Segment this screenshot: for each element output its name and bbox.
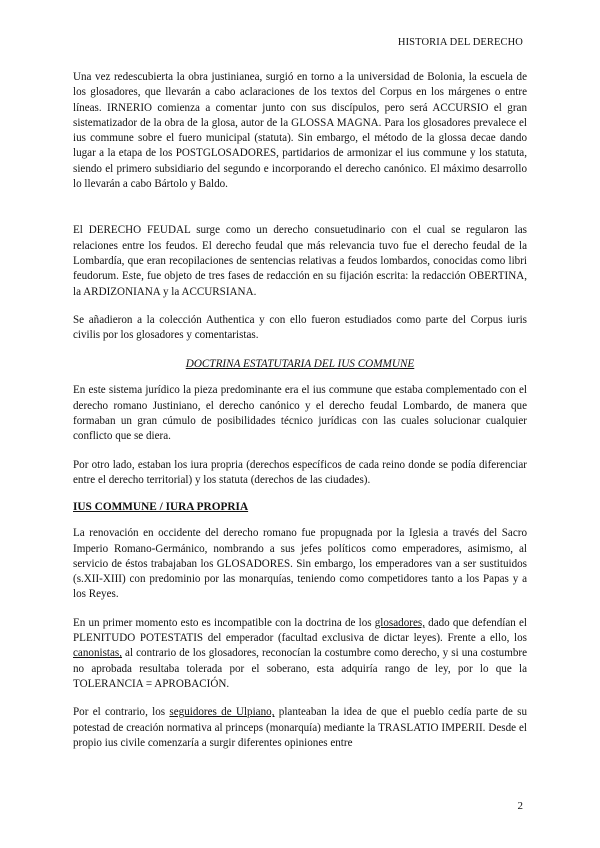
paragraph-iura-propria: Por otro lado, estaban los iura propria (derechos específicos de cada reino donde se podía diferenciar entre el derecho territorial) y los statuta (derechos de las ciudades).	[73, 458, 527, 486]
running-header: HISTORIA DEL DERECHO	[397, 37, 523, 48]
text-run: dado que defendían el PLENITUDO POTESTATIS del emperador (facultad exclusiva de dictar leyes). Frente a ello, los	[73, 616, 527, 645]
heading-ius-commune-iura-propria: IUS COMMUNE / IURA PROPRIA	[73, 501, 249, 514]
underlined-term-glosadores: glosadores,	[374, 616, 425, 629]
page-body	[73, 70, 527, 764]
text-run: Por el contrario, los	[73, 706, 170, 719]
page-number: 2	[517, 800, 523, 812]
paragraph-primer-momento	[73, 616, 527, 692]
paragraph-authentica: Se añadieron a la colección Authentica y con ello fueron estudiados como parte del Corpus iuris civilis por los glosadores y comentaristas.	[73, 313, 527, 342]
underlined-term-seguidores-ulpiano: seguidores de Ulpiano,	[169, 706, 275, 719]
paragraph-renovacion: La renovación en occidente del derecho romano fue propugnada por la Iglesia a través del Sacro Imperio Romano-Germánico, nombrando a sus jefes políticos como emperadores, asimismo, al servicio de éstos trabajaban los GLOSADORES. Sin embargo, los emperadores van a ser sustituidos (s.XII-XIII) con predominio por las monarquías, teniendo como competidores tanto a los Papas y a los Reyes.	[73, 527, 527, 601]
text-run: planteaban la idea de que el pueblo cedía parte de su potestad de creación normativa al princeps (monarquía) mediante la TRASLATIO IMPERII. Desde el propio ius civile comenzaría a surgir diferentes opiniones entre	[73, 706, 528, 749]
text-run: al contrario de los glosadores, reconocían la costumbre como derecho, y si una costumbre no aprobada resultaba tolerada por el soberano, esta adquiría rango de ley, por lo que la TOLERANCIA = APROBACIÓN.	[73, 647, 527, 690]
paragraph-derecho-feudal: El DERECHO FEUDAL surge como un derecho consuetudinario con el cual se regularon las relaciones entre los feudos. El derecho feudal que más relevancia tuvo fue el derecho feudal de la Lombardía, que eran recopilaciones de sentencias relativas a feudos lombardos, conocidas como libri feudorum. Este, fue objeto de tres fases de redacción en su fijación escrita: la redacción OBERTINA, la ARDIZONIANA y la ACCURSIANA.	[73, 224, 527, 298]
underlined-term-canonistas: canonistas,	[73, 647, 122, 660]
heading-doctrina-estatutaria: DOCTRINA ESTATUTARIA DEL IUS COMMUNE	[185, 358, 415, 371]
text-run: En un primer momento esto es incompatible con la doctrina de los	[73, 616, 375, 629]
paragraph-seguidores-ulpiano	[73, 705, 527, 751]
paragraph-sistema-juridico: En este sistema jurídico la pieza predominante era el ius commune que estaba complementado con el derecho romano Justiniano, el derecho canónico y el derecho feudal Lombardo, de manera que formaban un gran cúmulo de posibilidades técnico jurídicas con las cuales solucionar cualquier conflicto que se diera.	[73, 384, 527, 443]
paragraph-glosadores: Una vez redescubierta la obra justinianea, surgió en torno a la universidad de Bolonia, la escuela de los glosadores, que llevarán a cabo aclaraciones de los textos del Corpus en los márgenes o entre líneas. IRNERIO comienza a comentar junto con sus discípulos, pero será ACCURSIO el gran sistematizador de la obra de la glosa, autor de la GLOSSA MAGNA. Para los glosadores prevalece el ius commune sobre el fuero municipal (statuta). Sin embargo, el método de la glossa decae dando lugar a la etapa de los POSTGLOSADORES, partidarios de armonizar el ius commune y los statuta, siendo el primero subsidiario del segundo e incorporando el derecho canónico. El máximo desarrollo lo llevarán a cabo Bártolo y Baldo.	[73, 71, 527, 191]
blank-line	[73, 206, 527, 223]
